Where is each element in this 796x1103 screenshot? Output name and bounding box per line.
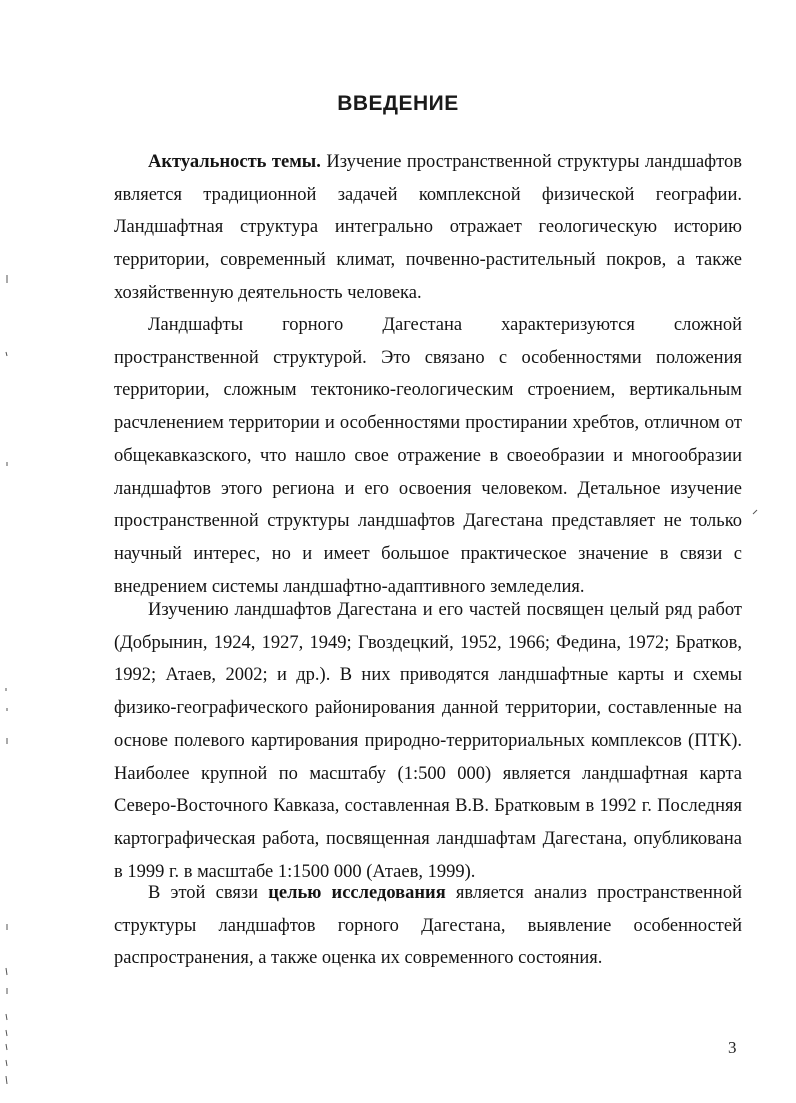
paragraph-literature: Изучению ландшафтов Дагестана и его частей посвящен целый ряд работ (Добрынин, 1924, 1927, 1949; Гвоздецкий, 1952, 1966; Федина, 1972; Братков, 1992; Атаев, 2002; и др.). В них приводятся ландшафтные карты и схемы физико-географического районирования данной территории, составленные на основе полевого картирования природно-территориальных комплексов (ПТК). Наиболее крупной по масштабу (1:500 000) является ландшафтная карта Северо-Восточного Кавказа, составленная В.В. Братковым в 1992 г. Последняя картографическая работа, посвященная ландшафтам Дагестана, опубликована в 1999 г. в масштабе 1:1500 000 (Атаев, 1999). [114, 600, 742, 882]
paragraph-text: Изучение пространственной структуры ландшафтов является традиционной задачей комплексной физической географии. Ландшафтная структура интегрально отражает геологическую историю территории, современный климат, почвенно-растительный покров, а также хозяйственную деятельность человека. [114, 152, 742, 303]
paragraph-goal-bold: целью исследования [268, 883, 446, 903]
paragraph-structure: Ландшафты горного Дагестана характеризуются сложной пространственной структурой. Это связано с особенностями положения территории, сложным тектонико-геологическим строением, вертикальным расчленением территории и особенностями простирании хребтов, отличном от общекавказского, что нашло свое отражение в своеобразии и многообразии ландшафтов этого региона и его освоения человеком. Детальное изучение пространственной структуры ландшафтов Дагестана представляет не только научный интерес, но и имеет большое практическое значение в связи с внедрением системы ландшафтно-адаптивного земледелия. [114, 315, 742, 597]
paragraph-text: является анализ пространственной структуры ландшафтов горного Дагестана, выявление особенностей распространения, а также оценка их современного состояния. [114, 883, 742, 969]
page-number: 3 [728, 1038, 737, 1057]
page-title: ВВЕДЕНИЕ [337, 92, 459, 115]
paragraph-goal [114, 877, 742, 975]
paragraph-text: В этой связи [148, 883, 269, 903]
paragraph-relevance [114, 146, 742, 310]
paragraph-lead-bold: Актуальность темы. [148, 152, 321, 172]
